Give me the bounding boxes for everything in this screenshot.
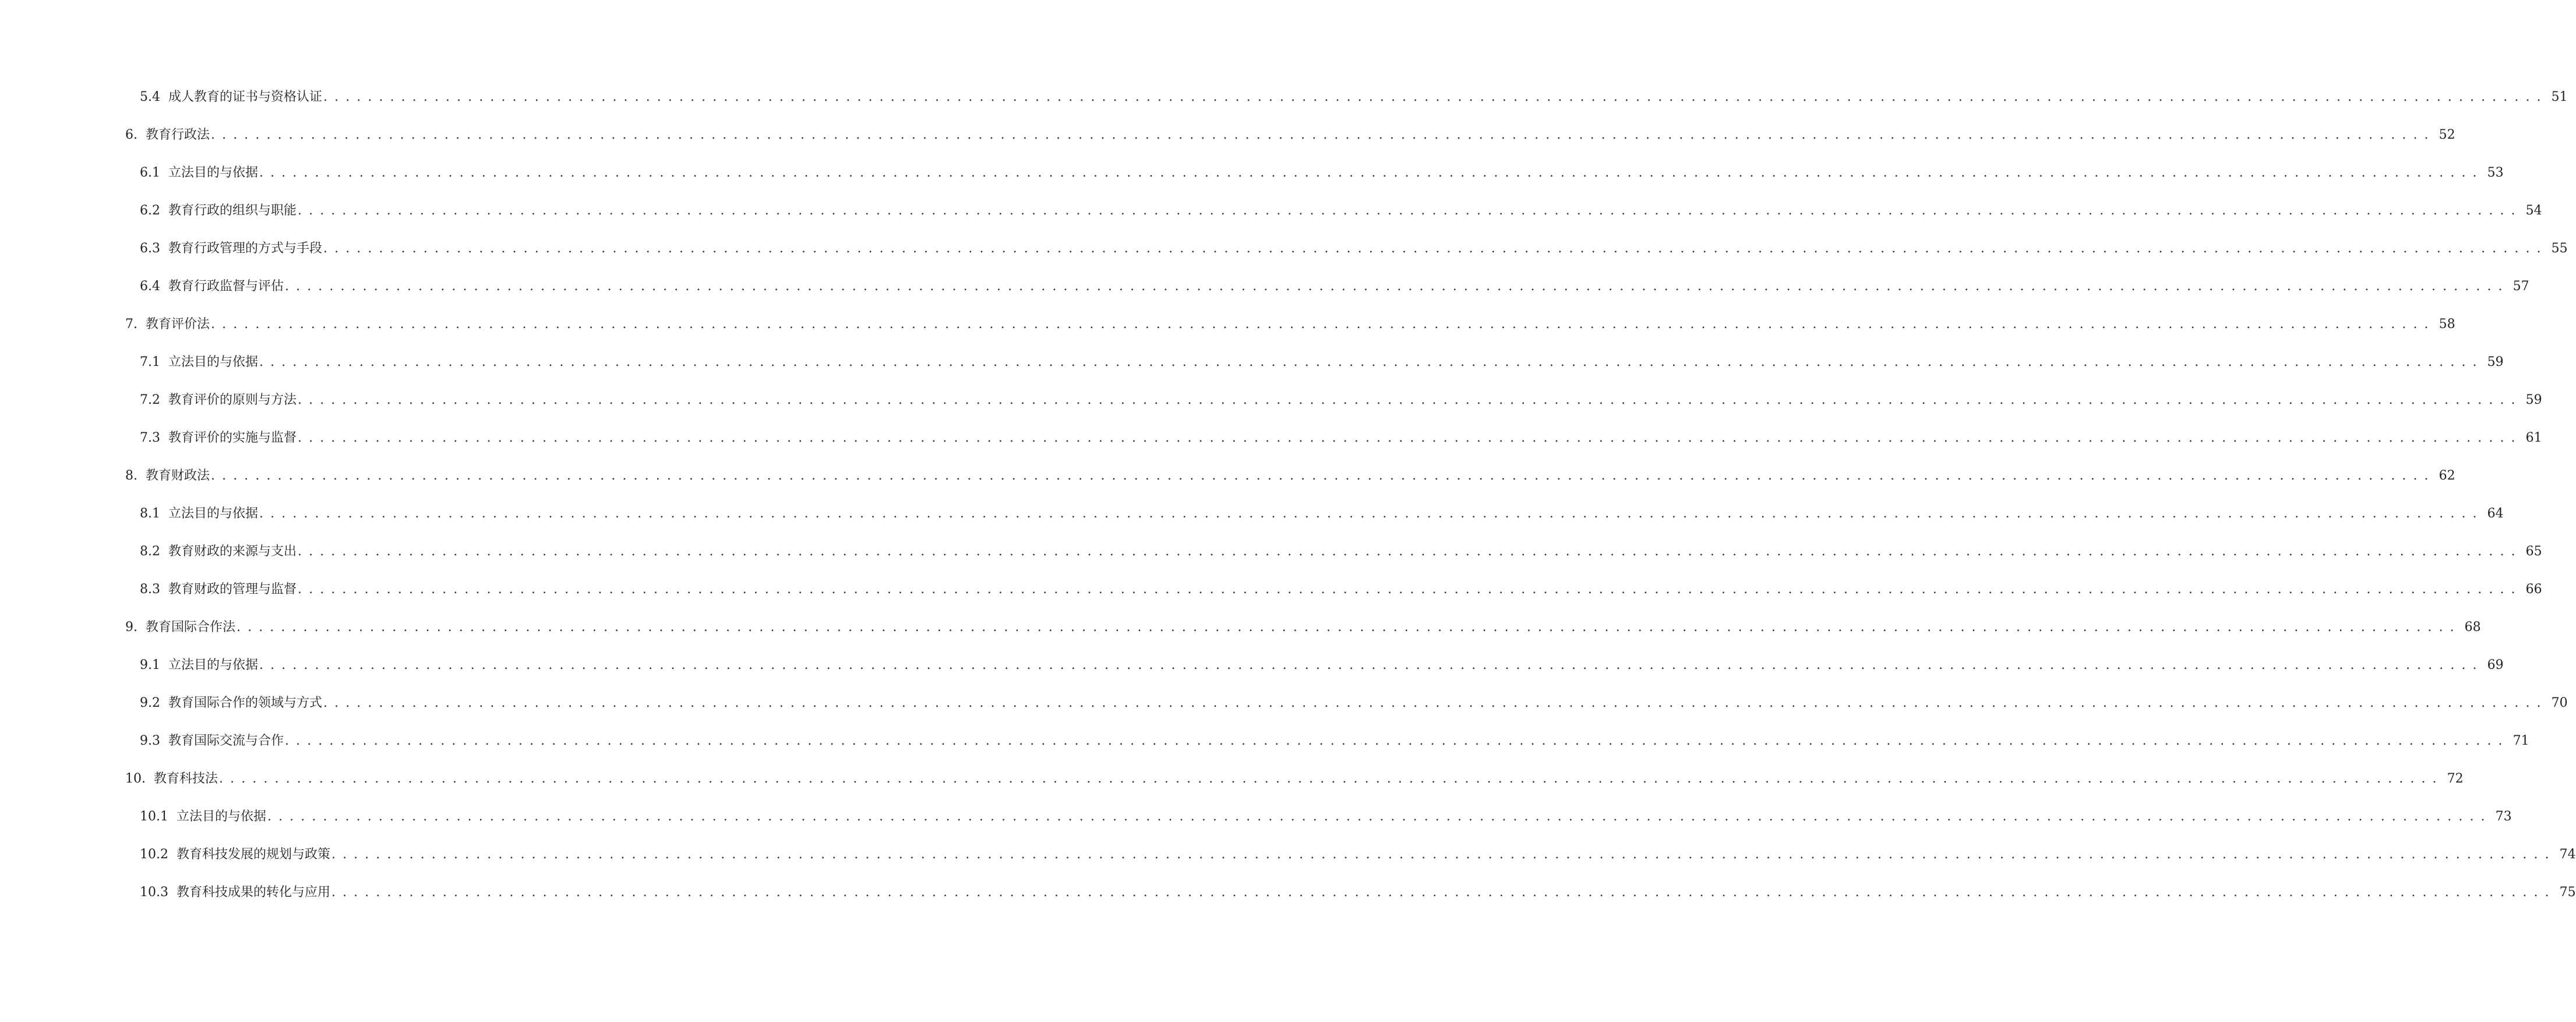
toc-entry-page-number: 72 — [2447, 771, 2464, 786]
toc-entry-page-number: 59 — [2525, 393, 2542, 407]
toc-entry[interactable] — [125, 124, 2455, 147]
toc-entry-title: 教育财政的管理与监督 — [168, 582, 297, 597]
toc-dot-leader: ........................................................................................................................................................................................................ — [267, 809, 2492, 824]
toc-entry-title: 教育评价的实施与监督 — [168, 431, 297, 445]
toc-entry-title: 教育科技法 — [154, 771, 218, 786]
toc-entry[interactable] — [140, 843, 2576, 866]
toc-entry-page-number: 54 — [2525, 203, 2542, 218]
toc-dot-leader: ........................................................................................................................................................................................................ — [259, 658, 2484, 672]
toc-entry-page-number: 61 — [2525, 431, 2542, 445]
toc-entry-number: 9.2 — [140, 696, 160, 710]
toc-entry[interactable] — [140, 881, 2576, 904]
toc-dot-leader: ........................................................................................................................................................................................................ — [285, 279, 2510, 294]
toc-entry-page-number: 66 — [2525, 582, 2542, 597]
toc-entry[interactable] — [140, 427, 2542, 450]
toc-entry-page-number: 70 — [2551, 696, 2568, 710]
toc-entry-number: 10. — [125, 771, 146, 786]
toc-entry[interactable] — [140, 692, 2568, 715]
toc-entry-page-number: 51 — [2551, 90, 2568, 104]
toc-entry-number: 7.3 — [140, 431, 160, 445]
toc-entry-number: 6.3 — [140, 241, 160, 256]
toc-entry[interactable] — [140, 86, 2568, 109]
toc-entry-number: 8.1 — [140, 506, 160, 521]
toc-entry-number: 7.2 — [140, 393, 160, 407]
toc-entry-title: 教育财政法 — [146, 468, 210, 483]
toc-entry-number: 8.3 — [140, 582, 160, 597]
toc-entry-number: 10.3 — [140, 885, 168, 900]
toc-entry-page-number: 75 — [2559, 885, 2576, 900]
toc-entry-title: 教育国际合作法 — [146, 620, 236, 635]
toc-entry-page-number: 52 — [2439, 128, 2455, 142]
toc-entry-title: 教育评价法 — [146, 317, 210, 332]
toc-entry-page-number: 68 — [2464, 620, 2481, 635]
toc-entry-page-number: 65 — [2525, 544, 2542, 559]
toc-entry-number: 8.2 — [140, 544, 160, 559]
toc-dot-leader: ........................................................................................................................................................................................................ — [331, 847, 2556, 862]
toc-entry-title: 教育行政管理的方式与手段 — [168, 241, 323, 256]
toc-dot-leader: ........................................................................................................................................................................................................ — [211, 128, 2436, 142]
toc-dot-leader: ........................................................................................................................................................................................................ — [237, 620, 2461, 635]
toc-entry-number: 5.4 — [140, 90, 160, 104]
toc-entry-number: 10.1 — [140, 809, 168, 824]
toc-entry-number: 9.3 — [140, 734, 160, 748]
toc-entry-title: 教育行政法 — [146, 128, 210, 142]
toc-entry[interactable] — [140, 351, 2504, 374]
toc-entry-title: 教育国际合作的领域与方式 — [168, 696, 323, 710]
toc-entry-number: 10.2 — [140, 847, 168, 862]
toc-entry[interactable] — [140, 540, 2542, 563]
toc-entry-page-number: 58 — [2439, 317, 2455, 332]
toc-entry-number: 6.1 — [140, 165, 160, 180]
toc-entry-title: 教育科技成果的转化与应用 — [176, 885, 330, 900]
toc-entry[interactable] — [140, 805, 2512, 829]
toc-entry-number: 9.1 — [140, 658, 160, 672]
toc-entry-title: 立法目的与依据 — [168, 355, 259, 369]
toc-entry-title: 教育行政的组织与职能 — [168, 203, 297, 218]
toc-entry[interactable] — [140, 161, 2504, 185]
toc-dot-leader: ........................................................................................................................................................................................................ — [211, 468, 2436, 483]
toc-entry[interactable] — [140, 275, 2529, 298]
toc-entry-page-number: 59 — [2487, 355, 2504, 369]
toc-entry-page-number: 55 — [2551, 241, 2568, 256]
toc-entry-title: 教育评价的原则与方法 — [168, 393, 297, 407]
toc-entry[interactable] — [140, 578, 2542, 601]
toc-entry[interactable] — [140, 237, 2568, 260]
toc-entry-number: 7. — [125, 317, 137, 332]
toc-dot-leader: ........................................................................................................................................................................................................ — [298, 203, 2522, 218]
toc-dot-leader: ........................................................................................................................................................................................................ — [331, 885, 2556, 900]
toc-dot-leader: ........................................................................................................................................................................................................ — [323, 241, 2548, 256]
toc-entry-page-number: 71 — [2513, 734, 2529, 748]
toc-dot-leader: ........................................................................................................................................................................................................ — [298, 582, 2522, 597]
toc-entry-page-number: 53 — [2487, 165, 2504, 180]
toc-entry-title: 教育行政监督与评估 — [168, 279, 284, 294]
toc-entry[interactable] — [125, 767, 2464, 791]
toc-entry-number: 6. — [125, 128, 137, 142]
toc-entry[interactable] — [140, 199, 2542, 223]
toc-entry-number: 9. — [125, 620, 137, 635]
toc-entry[interactable] — [140, 502, 2504, 526]
toc-entry-page-number: 74 — [2559, 847, 2576, 862]
toc-entry-number: 7.1 — [140, 355, 160, 369]
toc-dot-leader: ........................................................................................................................................................................................................ — [298, 544, 2522, 559]
toc-entry-page-number: 69 — [2487, 658, 2504, 672]
toc-dot-leader: ........................................................................................................................................................................................................ — [259, 506, 2484, 521]
toc-entry[interactable] — [140, 730, 2529, 753]
toc-entry[interactable] — [125, 616, 2481, 639]
toc-entry[interactable] — [125, 313, 2455, 336]
toc-entry-title: 教育财政的来源与支出 — [168, 544, 297, 559]
toc-dot-leader: ........................................................................................................................................................................................................ — [323, 696, 2548, 710]
toc-dot-leader: ........................................................................................................................................................................................................ — [285, 734, 2510, 748]
toc-entry-title: 立法目的与依据 — [168, 506, 259, 521]
toc-entry[interactable] — [140, 389, 2542, 412]
toc-entry-number: 8. — [125, 468, 137, 483]
toc-entry-page-number: 62 — [2439, 468, 2455, 483]
toc-dot-leader: ........................................................................................................................................................................................................ — [259, 355, 2484, 369]
toc-entry[interactable] — [140, 654, 2504, 677]
toc-entry-title: 成人教育的证书与资格认证 — [168, 90, 323, 104]
toc-entry-page-number: 57 — [2513, 279, 2529, 294]
toc-entry[interactable] — [125, 464, 2455, 488]
toc-entry-title: 立法目的与依据 — [176, 809, 266, 824]
toc-entry-title: 立法目的与依据 — [168, 658, 259, 672]
toc-dot-leader: ........................................................................................................................................................................................................ — [259, 165, 2484, 180]
toc-dot-leader: ........................................................................................................................................................................................................ — [219, 771, 2444, 786]
toc-entry-number: 6.2 — [140, 203, 160, 218]
toc-entry-page-number: 64 — [2487, 506, 2504, 521]
toc-dot-leader: ........................................................................................................................................................................................................ — [323, 90, 2548, 104]
toc-entry-page-number: 73 — [2495, 809, 2512, 824]
toc-entry-title: 立法目的与依据 — [168, 165, 259, 180]
toc-dot-leader: ........................................................................................................................................................................................................ — [211, 317, 2436, 332]
toc-dot-leader: ........................................................................................................................................................................................................ — [298, 393, 2522, 407]
toc-dot-leader: ........................................................................................................................................................................................................ — [298, 431, 2522, 445]
toc-entry-title: 教育科技发展的规划与政策 — [176, 847, 330, 862]
toc-entry-title: 教育国际交流与合作 — [168, 734, 284, 748]
toc-entry-number: 6.4 — [140, 279, 160, 294]
